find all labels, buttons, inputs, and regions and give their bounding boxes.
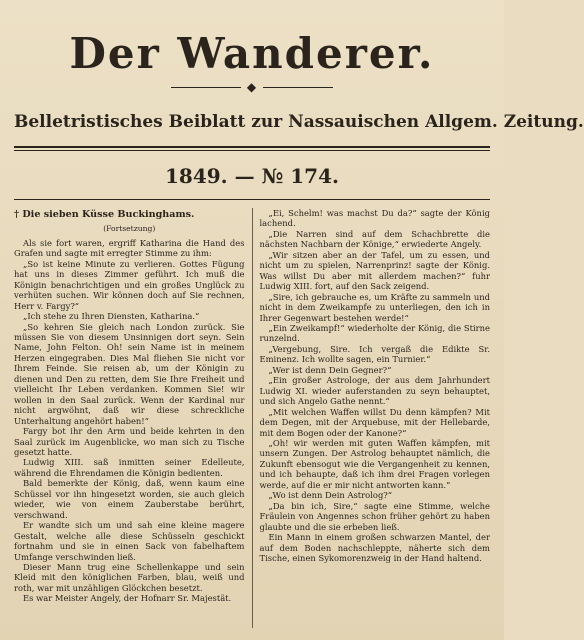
article-columns xyxy=(14,208,490,628)
paragraph: Er wandte sich um und sah eine kleine magere Gestalt, welche alle diese Schüsseln geschickt fortnahm und sie in einen Sack von fabelhaftem Umfange verschwinden ließ. xyxy=(14,520,245,562)
paragraph: „Wer ist denn Dein Gegner?“ xyxy=(268,364,392,375)
paragraph: „Ein Zweikampf!“ wiederholte der König, die Stirne runzelnd. xyxy=(259,322,490,344)
divider-issue xyxy=(14,199,490,200)
paragraph: „Die Narren sind auf dem Schachbrette die nächsten Nachbarn der Könige,“ erwiederte Angely. xyxy=(259,228,490,250)
masthead-title: Der Wanderer. xyxy=(69,29,435,78)
paragraph: Ludwig XIII. saß inmitten seiner Edelleute, während die Ehrendamen die Königin bedienten. xyxy=(14,457,245,478)
paragraph: „Oh! wir werden mit guten Waffen kämpfen, mit unsern Zungen. Der Astrolog behauptet nämlich, die Zukunft ebensogut wie die Vergangenheit zu kennen, und ich behaupte, daß ich ihm drei Fragen vorlegen werde, auf die er mir nicht antworten kann.“ xyxy=(259,437,490,490)
paragraph: „Vergebung, Sire. Ich vergaß die Edikte Sr. Eminenz. Ich wollte sagen, ein Turnier.“ xyxy=(259,343,490,365)
paragraph: „So kehren Sie gleich nach London zurück. Sie müssen Sie von diesem Unsinnigen dort seyn. Sein Name, John Felton. Oh! sein Name ist in meinem Herzen eingegraben. Dies Mal fliehen Sie nicht vor Ihrem Feinde. Sie reisen ab, um der Königin zu dienen und Den zu retten, dem Sie Ihre Freiheit und vielleicht Ihr Leben verdanken. Kommen Sie! wir wollen in den Saal zurück. Wenn der Kardinal nur nicht argwöhnt, daß wir diese schreckliche Unterhaltung angehört haben!“ xyxy=(14,321,245,426)
column-right xyxy=(252,208,491,628)
article-title: † Die sieben Küsse Buckinghams. xyxy=(14,209,195,220)
paragraph: „Da bin ich, Sire,“ sagte eine Stimme, welche Fräulein von Angennes schon früher gehört zu haben glaubte und die sie erbeben ließ. xyxy=(259,500,490,532)
paragraph: „So ist keine Minute zu verlieren. Gottes Fügung hat uns in dieses Zimmer geführt. Ich muß die Königin benachrichtigen und ein großes Unglück zu verhüten suchen. Wir können doch auf Sie rechnen, Herr v. Fargy?“ xyxy=(14,258,245,311)
continuation-note: (Fortsetzung) xyxy=(103,224,156,234)
paragraph: Bald bemerkte der König, daß, wenn kaum eine Schüssel vor ihn hingesetzt worden, sie auch gleich wieder, wie von einem Zauberstabe berührt, verschwand. xyxy=(14,478,245,520)
paragraph: „Wo ist denn Dein Astrolog?“ xyxy=(268,490,393,501)
paragraph: „Mit welchen Waffen willst Du denn kämpfen? Mit dem Degen, mit der Arquebuse, mit der Hellebarde, mit dem Bogen oder der Kanone?“ xyxy=(259,406,490,438)
divider-top xyxy=(14,146,490,148)
paragraph: Als sie fort waren, ergriff Katharina die Hand des Grafen und sagte mit erregter Stimme zu ihm: xyxy=(14,237,245,259)
paragraph: „Ein großer Astrologe, der aus dem Jahrhundert Ludwig XI. wieder auferstanden zu seyn behauptet, und sich Angelo Gathe nennt.“ xyxy=(259,375,490,407)
column-left xyxy=(14,208,252,628)
paragraph: Fargy bot ihr den Arm und beide kehrten in den Saal zurück im Augenblicke, wo man sich zu Tische gesetzt hatte. xyxy=(14,426,245,457)
masthead-subtitle: Belletristisches Beiblatt zur Nassauischen Allgem. Zeitung. xyxy=(14,112,584,132)
paragraph: Ein Mann in einem großen schwarzen Mantel, der auf dem Boden nachschleppte, näherte sich dem Tische, einen Sykomorenzweig in der Hand haltend. xyxy=(259,532,490,563)
paragraph: Es war Meister Angely, der Hofnarr Sr. Majestät. xyxy=(23,593,232,604)
paragraph: Dieser Mann trug eine Schellenkappe und sein Kleid mit den königlichen Farben, blau, weiß und roth, war mit unzähligen Glöckchen besetzt. xyxy=(14,561,245,593)
divider-top-thin xyxy=(14,150,490,151)
paragraph: „Ich stehe zu Ihren Diensten, Katharina.“ xyxy=(23,311,200,322)
issue-number: 1849. — № 174. xyxy=(165,164,339,188)
paragraph: „Sire, ich gebrauche es, um Kräfte zu sammeln und nicht in dem Zweikampfe zu unterliegen, den ich in Ihrer Gegenwart bestehen werde!“ xyxy=(259,291,490,323)
paragraph: „Wir sitzen aber an der Tafel, um zu essen, und nicht um zu spielen, Narrenprinz! sagte der König. Was willst Du aber mit allerdem machen?“ fuhr Ludwig XIII. fort, auf den Sack zeigend. xyxy=(259,249,490,292)
masthead-ornament: ◆ xyxy=(14,80,490,94)
paragraph: „Ei, Schelm! was machst Du da?“ sagte der König lachend. xyxy=(259,208,490,229)
